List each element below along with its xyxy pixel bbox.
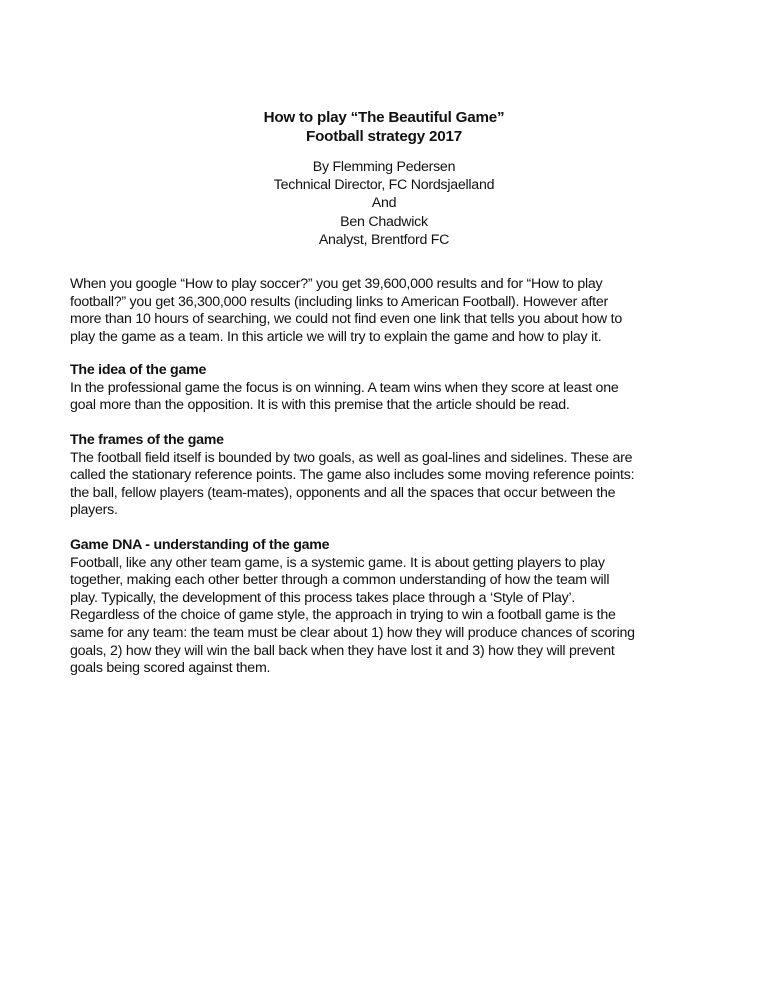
text-line: same for any team: the team must be clear about 1) how they will produce chances of scoring bbox=[70, 624, 635, 641]
text-line: In the professional game the focus is on winning. A team wins when they score at least one bbox=[70, 379, 619, 396]
text-line: goals being scored against them. bbox=[70, 660, 271, 677]
text-line: the ball, fellow players (team-mates), opponents and all the spaces that occur between the bbox=[70, 484, 616, 501]
intro-paragraph bbox=[70, 276, 710, 346]
text-line: When you google “How to play soccer?” you get 39,600,000 results and for “How to play bbox=[70, 276, 603, 292]
document-title bbox=[0, 108, 768, 146]
text-line: Football, like any other team game, is a systemic game. It is about getting players to play bbox=[70, 554, 605, 571]
text-line: players. bbox=[70, 502, 118, 519]
section-heading: Game DNA - understanding of the game bbox=[70, 537, 330, 553]
text-line: football?” you get 36,300,000 results (including links to American Football). However after bbox=[70, 293, 608, 310]
text-line: play the game as a team. In this article we will try to explain the game and how to play it. bbox=[70, 328, 602, 345]
text-line: called the stationary reference points. The game also includes some moving reference points: bbox=[70, 467, 635, 484]
subtitle-line: Football strategy 2017 bbox=[306, 128, 462, 145]
author-line: And bbox=[371, 195, 397, 212]
author-block bbox=[0, 158, 768, 249]
text-line: goal more than the opposition. It is with this premise that the article should be read. bbox=[70, 397, 570, 414]
section-idea bbox=[70, 362, 710, 415]
title-line: How to play “The Beautiful Game” bbox=[263, 109, 505, 126]
author-line: Ben Chadwick bbox=[340, 213, 428, 230]
text-line: more than 10 hours of searching, we could not find even one link that tells you about how to bbox=[70, 311, 622, 328]
author-line: Technical Director, FC Nordsjaelland bbox=[273, 177, 495, 194]
section-heading: The frames of the game bbox=[70, 432, 224, 448]
text-line: goals, 2) how they will win the ball back when they have lost it and 3) how they will prevent bbox=[70, 642, 615, 659]
text-line: The football field itself is bounded by two goals, as well as goal-lines and sidelines. These are bbox=[70, 449, 633, 466]
text-line: together, making each other better through a common understanding of how the team will bbox=[70, 572, 610, 589]
section-frames bbox=[70, 432, 710, 520]
author-line: Analyst, Brentford FC bbox=[318, 231, 450, 248]
section-heading: The idea of the game bbox=[70, 362, 207, 378]
author-line: By Flemming Pedersen bbox=[312, 159, 456, 175]
section-game-dna bbox=[70, 537, 710, 678]
text-line: play. Typically, the development of this process takes place through a ‘Style of Play’. bbox=[70, 589, 576, 606]
text-line: Regardless of the choice of game style, the approach in trying to win a football game is the bbox=[70, 607, 616, 624]
